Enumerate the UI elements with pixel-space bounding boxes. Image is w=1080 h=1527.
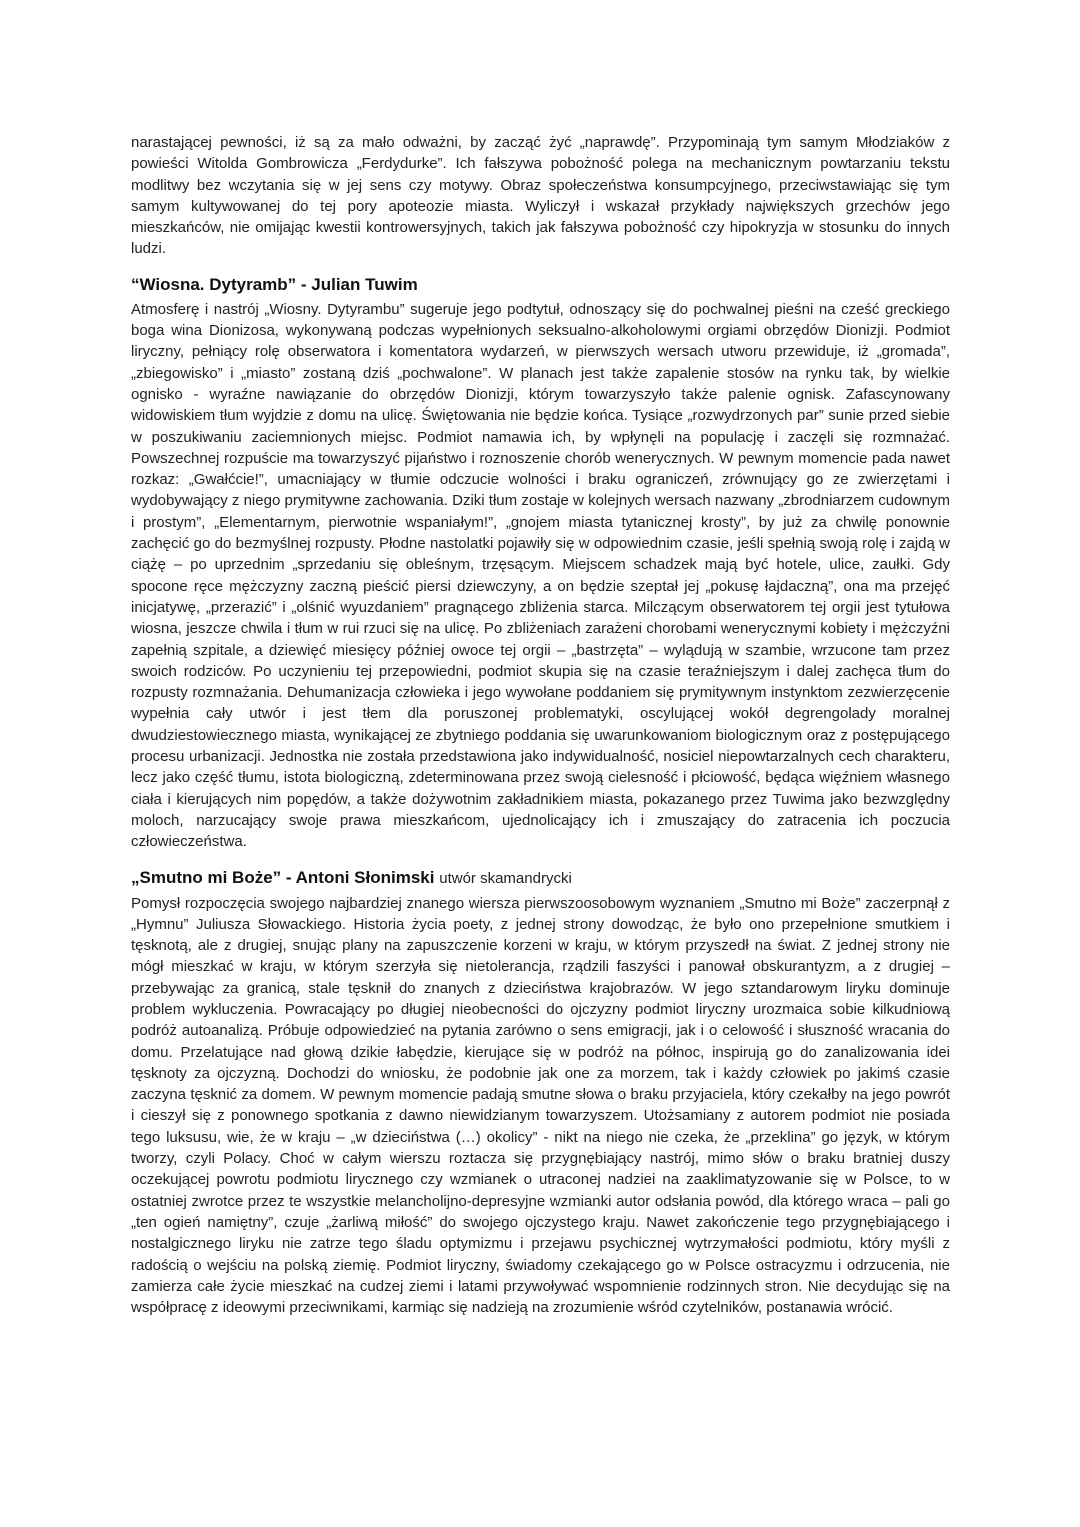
section-heading-note: utwór skamandrycki: [439, 869, 572, 887]
section-paragraph-smutno: Pomysł rozpoczęcia swojego najbardziej znanego wiersza pierwszoosobowym wyznaniem „Smutno mi Boże” zaczerpnął z „Hymnu” Juliusza Słowackiego. Historia życia poety, z jednej strony dowodząc, że było ono przepełnione smutkiem i tęsknotą, ale z drugiej, snując plany na zapuszczenie korzeni w kraju, w którym przyszedł na świat. Z jednej strony nie mógł mieszkać w kraju, w którym szerzyła się nietolerancja, rządzili faszyści i panował obskurantyzm, a z drugiej – przebywając za granicą, stale tęsknił do znanych z dzieciństwa krajobrazów. W jego sztandarowym liryku dominuje problem wykluczenia. Powracający po długiej nieobecności do ojczyzny podmiot liryczny urozmaica sobie kilkudniową podróż autoanalizą. Próbuje odpowiedzieć na pytania zarówno o sens emigracji, jak i o celowość i słuszność wracania do domu. Przelatujące nad głową dzikie łabędzie, kierujące się w podróż na północ, inspirują go do zanalizowania idei tęsknoty za ojczyzną. Dochodzi do wniosku, że podobnie jak one za morzem, tak i każdy człowiek po jakimś czasie zaczyna tęsknić za domem. W pewnym momencie padają smutne słowa o braku przyjaciela, który czekałby na jego powrót i cieszył się z ponownego spotkania z dawno niewidzianym towarzyszem. Utożsamiany z autorem podmiot nie posiada tego luksusu, wie, że w kraju – „w dzieciństwa (…) okolicy” - nikt na niego nie czeka, że „przeklina” go język, w którym tworzy, czyli Polacy. Choć w całym wierszu roztacza się przygnębiający nastrój, mimo słów o braku bratniej duszy oczekującej powrotu podmiotu lirycznego czy wzmianek o utraconej nadziei na zaaklimatyzowanie się w Polsce, to w ostatniej zwrotce przez te wszystkie melancholijno-depresyjne wzmianki autor odsłania powód, dla którego wraca – pali go „ten ogień namiętny”, czuje „żarliwą miłość” do swojego ojczystego kraju. Nawet zakończenie tego przygnębiającego i nostalgicznego liryku nie zatrze tego śladu optymizmu i przejawu psychicznej wytrzymałości podmiotu, który myśli z radością o wejściu na polską ziemię. Podmiot liryczny, świadomy czekającego go w Polsce ostracyzmu i odrzucenia, nie zamierza całe życie mieszkać na cudzej ziemi i latami przywoływać wspomnienie rodzinnych stron. Nie decydując się na współpracę z ideowymi przeciwnikami, karmiąc się nadzieją na zrozumienie wśród czytelników, postanawia wrócić.: [131, 894, 950, 1317]
section-paragraph-wiosna: Atmosferę i nastrój „Wiosny. Dytyrambu” sugeruje jego podtytuł, odnoszący się do pochwalnej pieśni na cześć greckiego boga wina Dionizosa, wykonywaną podczas wypełnionych seksualno-alkoholowymi orgiami obrzędów Dionizji. Podmiot liryczny, pełniący rolę obserwatora i komentatora wydarzeń, w pierwszych wersach utworu przewiduje, iż „gromada”, „zbiegowisko” i „miasto” zostaną dziś „pochwalone”. W planach jest także zapalenie stosów na rynku tak, by wielkie ognisko - wyraźne nawiązanie do obrzędów Dionizji, którym towarzyszyło także palenie ognisk. Zafascynowany widowiskiem tłum wyjdzie z domu na ulicę. Świętowania nie będzie końca. Tysiące „rozwydrzonych par” sunie przed siebie w poszukiwaniu zaciemnionych miejsc. Podmiot namawia ich, by wpłynęli na populację i zaczęli się rozmnażać. Powszechnej rozpuście ma towarzyszyć pijaństwo i roznoszenie chorób wenerycznych. W pewnym momencie pada nawet rozkaz: „Gwałćcie!”, umacniający w tłumie odczucie wolności i braku ograniczeń, zrównujący go ze zwierzętami i wydobywający z niego prymitywne zachowania. Dziki tłum zostaje w kolejnych wersach nazwany „zbrodniarzem cudownym i prostym”, „Elementarnym, pierwotnie wspaniałym!”, „gnojem miasta tytanicznej krosty”, by już za chwilę ponownie zachęcić go do bezmyślnej rozpusty. Płodne nastolatki pojawiły się w odpowiednim czasie, jeśli spełnią swoją rolę i zajdą w ciążę – po uprzednim „sprzedaniu się obleśnym, trzęsącym. Miejscem schadzek mają być hotele, ulice, zaułki. Gdy spocone ręce mężczyzny zaczną pieścić piersi dziewczyny, a on będzie szeptał jej „pokusę łajdaczną”, ona ma przejęć inicjatywę, „przerazić” i „olśnić wyuzdaniem” pragnącego zbliżenia starca. Milczącym obserwatorem tej orgii jest tytułowa wiosna, jeszcze chwila i tłum w rui rzuci się na ulicę. Po zbliżeniach zarażeni chorobami wenerycznymi kobiety i mężczyźni zapełnią szpitale, a dziewięć miesięcy później owoce tej orgii – „bastrzęta” – wylądują w szambie, wrzucone tam przez swoich rodziców. Po uczynieniu tej przepowiedni, podmiot skupia się na czasie teraźniejszym i dalej zachęca tłum do rozpusty rozmnażania. Dehumanizacja człowieka i jego wywołane poddaniem się prymitywnym instynktom zezwierzęcenie wypełnia cały utwór i jest tłem dla poruszonej problematyki, oscylującej wokół degrengolady moralnej dwudziestowiecznego miasta, wynikającej ze zbytniego poddania się uwarunkowaniom biologicznym oraz z postępującego procesu urbanizacji. Jednostka nie została przedstawiona jako indywidualność, nosiciel niepowtarzalnych cech charakteru, lecz jako część tłumu, istota biologiczną, zdeterminowana przez swoją cielesność i płciowość, będąca więźniem własnego ciała i kierujących nim popędów, a także dożywotnim zakładnikiem miasta, pokazanego przez Tuwima jako bezwzględny moloch, narzucający swoje prawa mieszkańcom, ujednolicający ich i zmuszający do zatracenia ich poczucia człowieczeństwa.: [131, 300, 950, 851]
section-heading-smutno: [131, 866, 950, 891]
intro-paragraph: narastającej pewności, iż są za mało odważni, by zacząć żyć „naprawdę”. Przypominają tym samym Młodziaków z powieści Witolda Gombrowicza „Ferdydurke”. Ich fałszywa pobożność polega na mechanicznym powtarzaniu tekstu modlitwy bez wczytania się w jej sens czy motywy. Obraz społeczeństwa konsumpcyjnego, przeciwstawiając się tym samym kultywowanej do tej pory apoteozie miasta. Wyliczył i wskazał przykłady największych grzechów jego mieszkańców, nie omijając kwestii kontrowersyjnych, takich jak fałszywa pobożność czy hipokryzja w stosunku do innych ludzi.: [131, 134, 950, 258]
document-page: [131, 132, 950, 1318]
section-heading-wiosna: [131, 273, 950, 297]
section-heading-wiosna-text: “Wiosna. Dytyramb” - Julian Tuwim: [131, 274, 418, 294]
section-heading-smutno-text: „Smutno mi Boże” - Antoni Słonimski: [131, 867, 435, 887]
